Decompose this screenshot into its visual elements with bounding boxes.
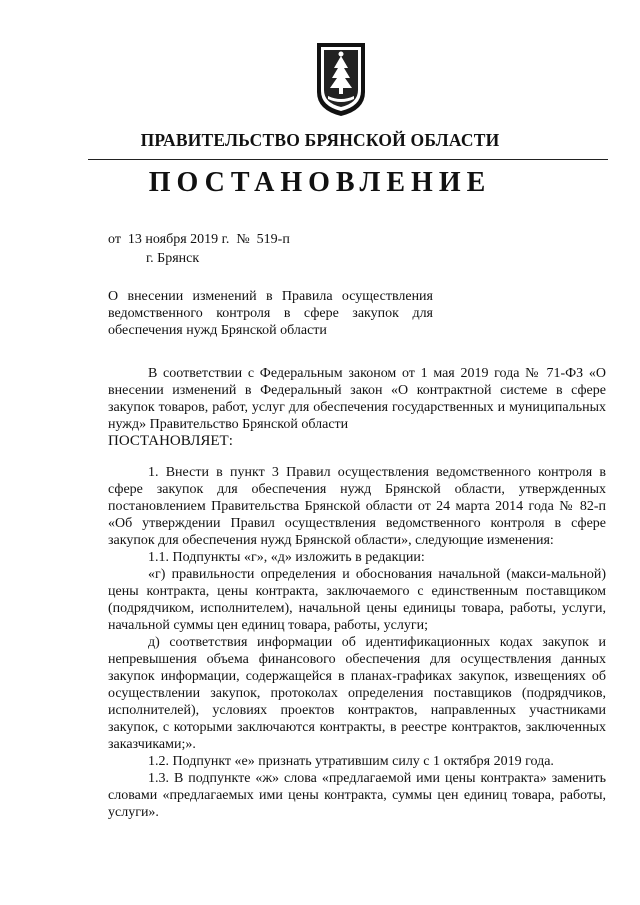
- date-number-line: от 13 ноября 2019 г. № 519-п: [108, 232, 290, 247]
- paragraph-item-1-1: 1.1. Подпункты «г», «д» изложить в редакции:: [148, 550, 425, 565]
- document-type-title: ПОСТАНОВЛЕНИЕ: [148, 167, 492, 198]
- organization-name: ПРАВИТЕЛЬСТВО БРЯНСКОЙ ОБЛАСТИ: [140, 130, 500, 150]
- paragraph-item-1: 1. Внести в пункт 3 Правил осуществления ведомственного контроля в сфере закупок для обеспечения нужд Брянской области, утвержденных постановлением Правительства Брянской области от 24 марта 2014 года № 82-п «Об утверждении Правил осуществления ведомственного контроля в сфере закупок для обеспечения нужд Брянской области», следующие изменения:: [108, 465, 606, 548]
- document-subject: О внесении изменений в Правила осуществления ведомственного контроля в сфере закупок для обеспечения нужд Брянской области: [108, 289, 433, 338]
- city-name: г. Брянск: [146, 251, 200, 266]
- coat-of-arms-icon: [314, 40, 368, 118]
- document-body: [108, 365, 606, 821]
- preamble-text: В соответствии с Федеральным законом от 1 мая 2019 года № 71-ФЗ «О внесении изменений в Федеральный закон «О контрактной системе в сфере закупок товаров, работ, услуг для обеспечения государственных и муниципальных нужд» Правительство Брянской области: [108, 366, 606, 432]
- header-divider: [88, 159, 608, 160]
- paragraph-item-1-3: 1.3. В подпункте «ж» слова «предлагаемой ими цены контракта» заменить словами «предлагаемых ими цены контракта, суммы цен единиц товара, работы, услуги».: [108, 771, 606, 820]
- paragraph-subitem-d: д) соответствия информации об идентификационных кодах закупок и непревышения объема финансового обеспечения для осуществления данных закупок информации, содержащейся в планах-графиках закупок, извещениях об осуществлении закупок, протоколах определения поставщиков (подрядчиков, исполнителей), условиях проектов контрактов, направленных участниками закупок, с которыми заключаются контракты, в реестре контрактов, заключенных заказчиками;».: [108, 635, 606, 752]
- paragraph-item-1-2: 1.2. Подпункт «е» признать утратившим силу с 1 октября 2019 года.: [148, 754, 554, 769]
- resolution-word: ПОСТАНОВЛЯЕТ:: [108, 433, 233, 449]
- paragraph-subitem-g: «г) правильности определения и обоснования начальной (макси-мальной) цены контракта, цены контракта, заключаемого с единственным поставщиком (подрядчиком, исполнителем), начальной цены единицы товара, работы, услуги, начальной суммы цен единиц товара, работы, услуги;: [108, 567, 606, 633]
